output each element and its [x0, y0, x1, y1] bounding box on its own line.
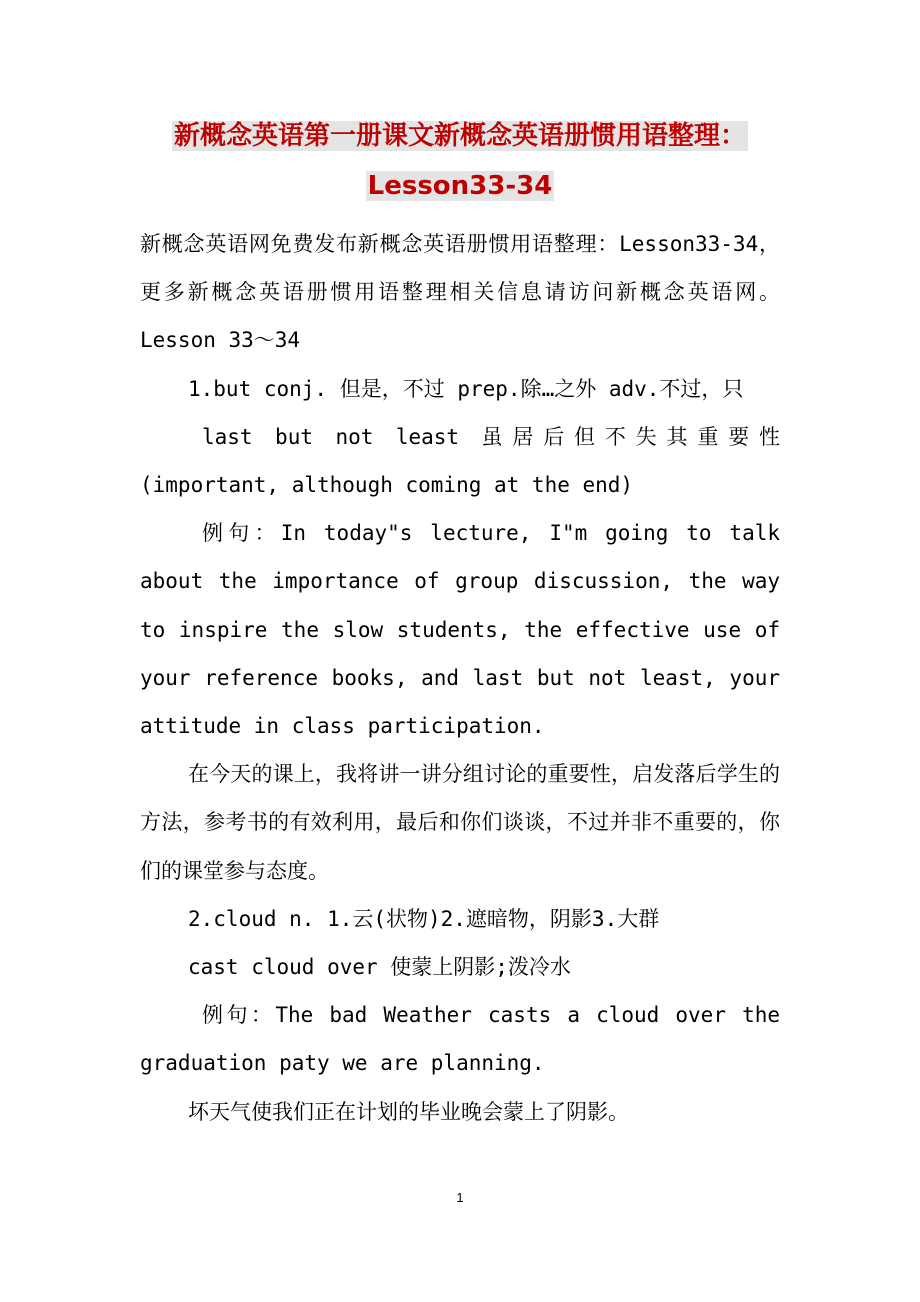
example-sentence-1: 例句：In today"s lecture, I"m going to talk about the importance of group discussion, the way to inspire the slow students, the effective use of your reference books, and last but not least, your attitude in class participation.: [140, 521, 780, 739]
translation-1: 在今天的课上，我将讲一讲分组讨论的重要性，启发落后学生的方法，参考书的有效利用，最后和你们谈谈，不过并非不重要的，你们的课堂参与态度。: [140, 762, 780, 883]
example-sentence-2: 例句：The bad Weather casts a cloud over the graduation paty we are planning.: [140, 1003, 780, 1076]
title-line-1-text: 新概念英语第一册课文新概念英语册惯用语整理：: [173, 121, 746, 151]
document-body: [140, 220, 780, 1136]
title-line-2: [140, 166, 780, 206]
phrase-cast-cloud-over: cast cloud over 使蒙上阴影;泼冷水: [188, 955, 571, 980]
phrase-last-but-not-least: last but not least 虽居后但不失其重要性(important, although coming at the end): [140, 424, 780, 498]
page-number: 1: [456, 1190, 464, 1205]
title-line-1: [140, 116, 780, 156]
vocab-cloud-paragraph: 2.cloud n. 1.云(状物)2.遮暗物，阴影3.大群: [188, 906, 660, 931]
vocab-but-paragraph: 1.but conj. 但是，不过 prep.除…之外 adv.不过，只: [188, 376, 744, 401]
translation-2: 坏天气使我们正在计划的毕业晚会蒙上了阴影。: [188, 1099, 629, 1124]
title-line-2-text: Lesson33-34: [367, 171, 553, 201]
intro-paragraph: 新概念英语网免费发布新概念英语册惯用语整理：Lesson33-34，更多新概念英语册惯用语整理相关信息请访问新概念英语网。Lesson 33～34: [140, 232, 780, 353]
